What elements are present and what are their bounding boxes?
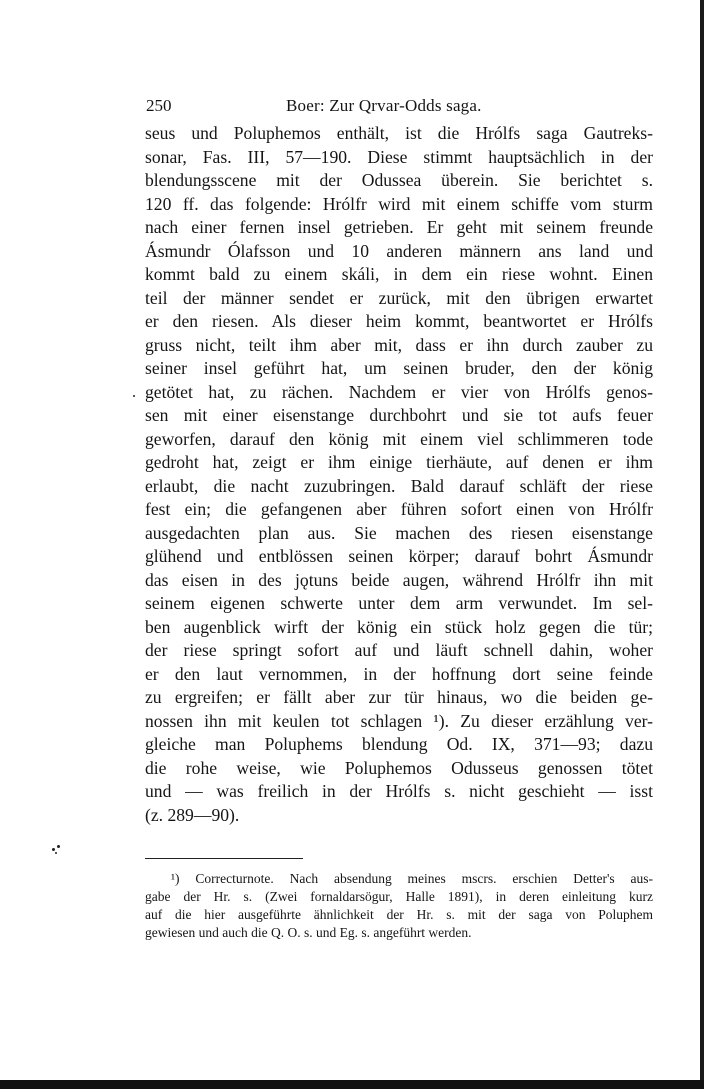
- text-line: (z. 289—90).: [145, 804, 240, 825]
- footnote-line: auf die hier ausgeführte ähnlichkeit der Hr. s. mit der saga von Poluphem: [145, 907, 653, 922]
- footnote-rule: [145, 858, 303, 859]
- text-line: teil der männer sendet er zurück, mit den übrigen erwartet: [145, 287, 653, 308]
- text-line: er den riesen. Als dieser heim kommt, beantwortet er Hrólfs: [145, 311, 653, 331]
- text-line: blendungsscene mit der Odussea überein. Sie berichtet s.: [145, 170, 653, 190]
- ink-speck: [57, 845, 60, 848]
- page-number: 250: [146, 96, 172, 115]
- ink-speck: [52, 848, 55, 851]
- text-line: nossen ihn mit keulen tot schlagen ¹). Zu dieser erzählung ver-: [145, 710, 653, 731]
- text-line: kommt bald zu einem skáli, in dem ein riese wohnt. Einen: [145, 264, 653, 284]
- text-line: gleiche man Poluphems blendung Od. IX, 371—93; dazu: [145, 734, 653, 754]
- ink-speck: [55, 852, 57, 854]
- text-line: seus und Poluphemos enthält, ist die Hrólfs saga Gautreks-: [145, 123, 653, 143]
- footnote-line: gewiesen und auch die Q. O. s. und Eg. s. angeführt werden.: [145, 925, 472, 940]
- scan-edge-bottom: [0, 1080, 704, 1089]
- text-line: zu ergreifen; er fällt aber zur tür hinaus, wo die beiden ge-: [145, 687, 653, 707]
- text-line: 120 ff. das folgende: Hrólfr wird mit einem schiffe vom sturm: [145, 193, 653, 214]
- text-line: fest ein; die gefangenen aber führen sofort einen von Hrólfr: [145, 499, 653, 519]
- text-line: die rohe weise, wie Poluphemos Odusseus genossen tötet: [145, 757, 653, 778]
- body-text: [145, 122, 653, 827]
- text-line: gedroht hat, zeigt er ihm einige tierhäute, auf denen er ihm: [145, 452, 653, 472]
- footnotes: [145, 870, 653, 942]
- text-line: Ásmundr Ólafsson und 10 anderen männern ans land und: [145, 240, 653, 261]
- text-line: ausgedachten plan aus. Sie machen des riesen eisenstange: [145, 522, 653, 543]
- text-line: ben augenblick wirft der könig ein stück holz gegen die tür;: [145, 616, 653, 637]
- text-line: das eisen in des jǫtuns beide augen, während Hrólfr ihn mit: [145, 569, 653, 590]
- text-line: sen mit einer eisenstange durchbohrt und sie tot aufs feuer: [145, 405, 653, 425]
- text-line: seinem eigenen schwerte unter dem arm verwundet. Im sel-: [145, 593, 653, 613]
- text-line: erlaubt, die nacht zuzubringen. Bald darauf schläft der riese: [145, 475, 653, 496]
- text-line: gruss nicht, teilt ihm aber mit, dass er ihn durch zauber zu: [145, 334, 653, 355]
- text-line: sonar, Fas. III, 57—190. Diese stimmt hauptsächlich in der: [145, 146, 653, 167]
- text-line: der riese springt sofort auf und läuft schnell dahin, woher: [145, 640, 653, 660]
- footnote-line: ¹) Correcturnote. Nach absendung meines mscrs. erschien Detter's aus-: [171, 871, 653, 886]
- text-line: glühend und entblössen seinen körper; darauf bohrt Ásmundr: [145, 546, 653, 566]
- ink-speck: [133, 395, 135, 397]
- text-line: und — was freilich in der Hrólfs s. nicht geschieht — isst: [145, 781, 653, 801]
- text-line: nach einer fernen insel getrieben. Er geht mit seinem freunde: [145, 217, 653, 237]
- text-line: er den laut vernommen, in der hoffnung dort seine feinde: [145, 663, 653, 684]
- scan-edge-right: [700, 0, 704, 1089]
- text-line: getötet hat, zu rächen. Nachdem er vier von Hrólfs genos-: [145, 381, 653, 402]
- running-head: Boer: Zur Qrvar-Odds saga.: [286, 96, 482, 115]
- text-line: seiner insel geführt hat, um seinen bruder, den der könig: [145, 358, 653, 378]
- text-line: geworfen, darauf den könig mit einem viel schlimmeren tode: [145, 428, 653, 449]
- footnote-line: gabe der Hr. s. (Zwei fornaldarsögur, Halle 1891), in deren einleitung kurz: [145, 889, 653, 904]
